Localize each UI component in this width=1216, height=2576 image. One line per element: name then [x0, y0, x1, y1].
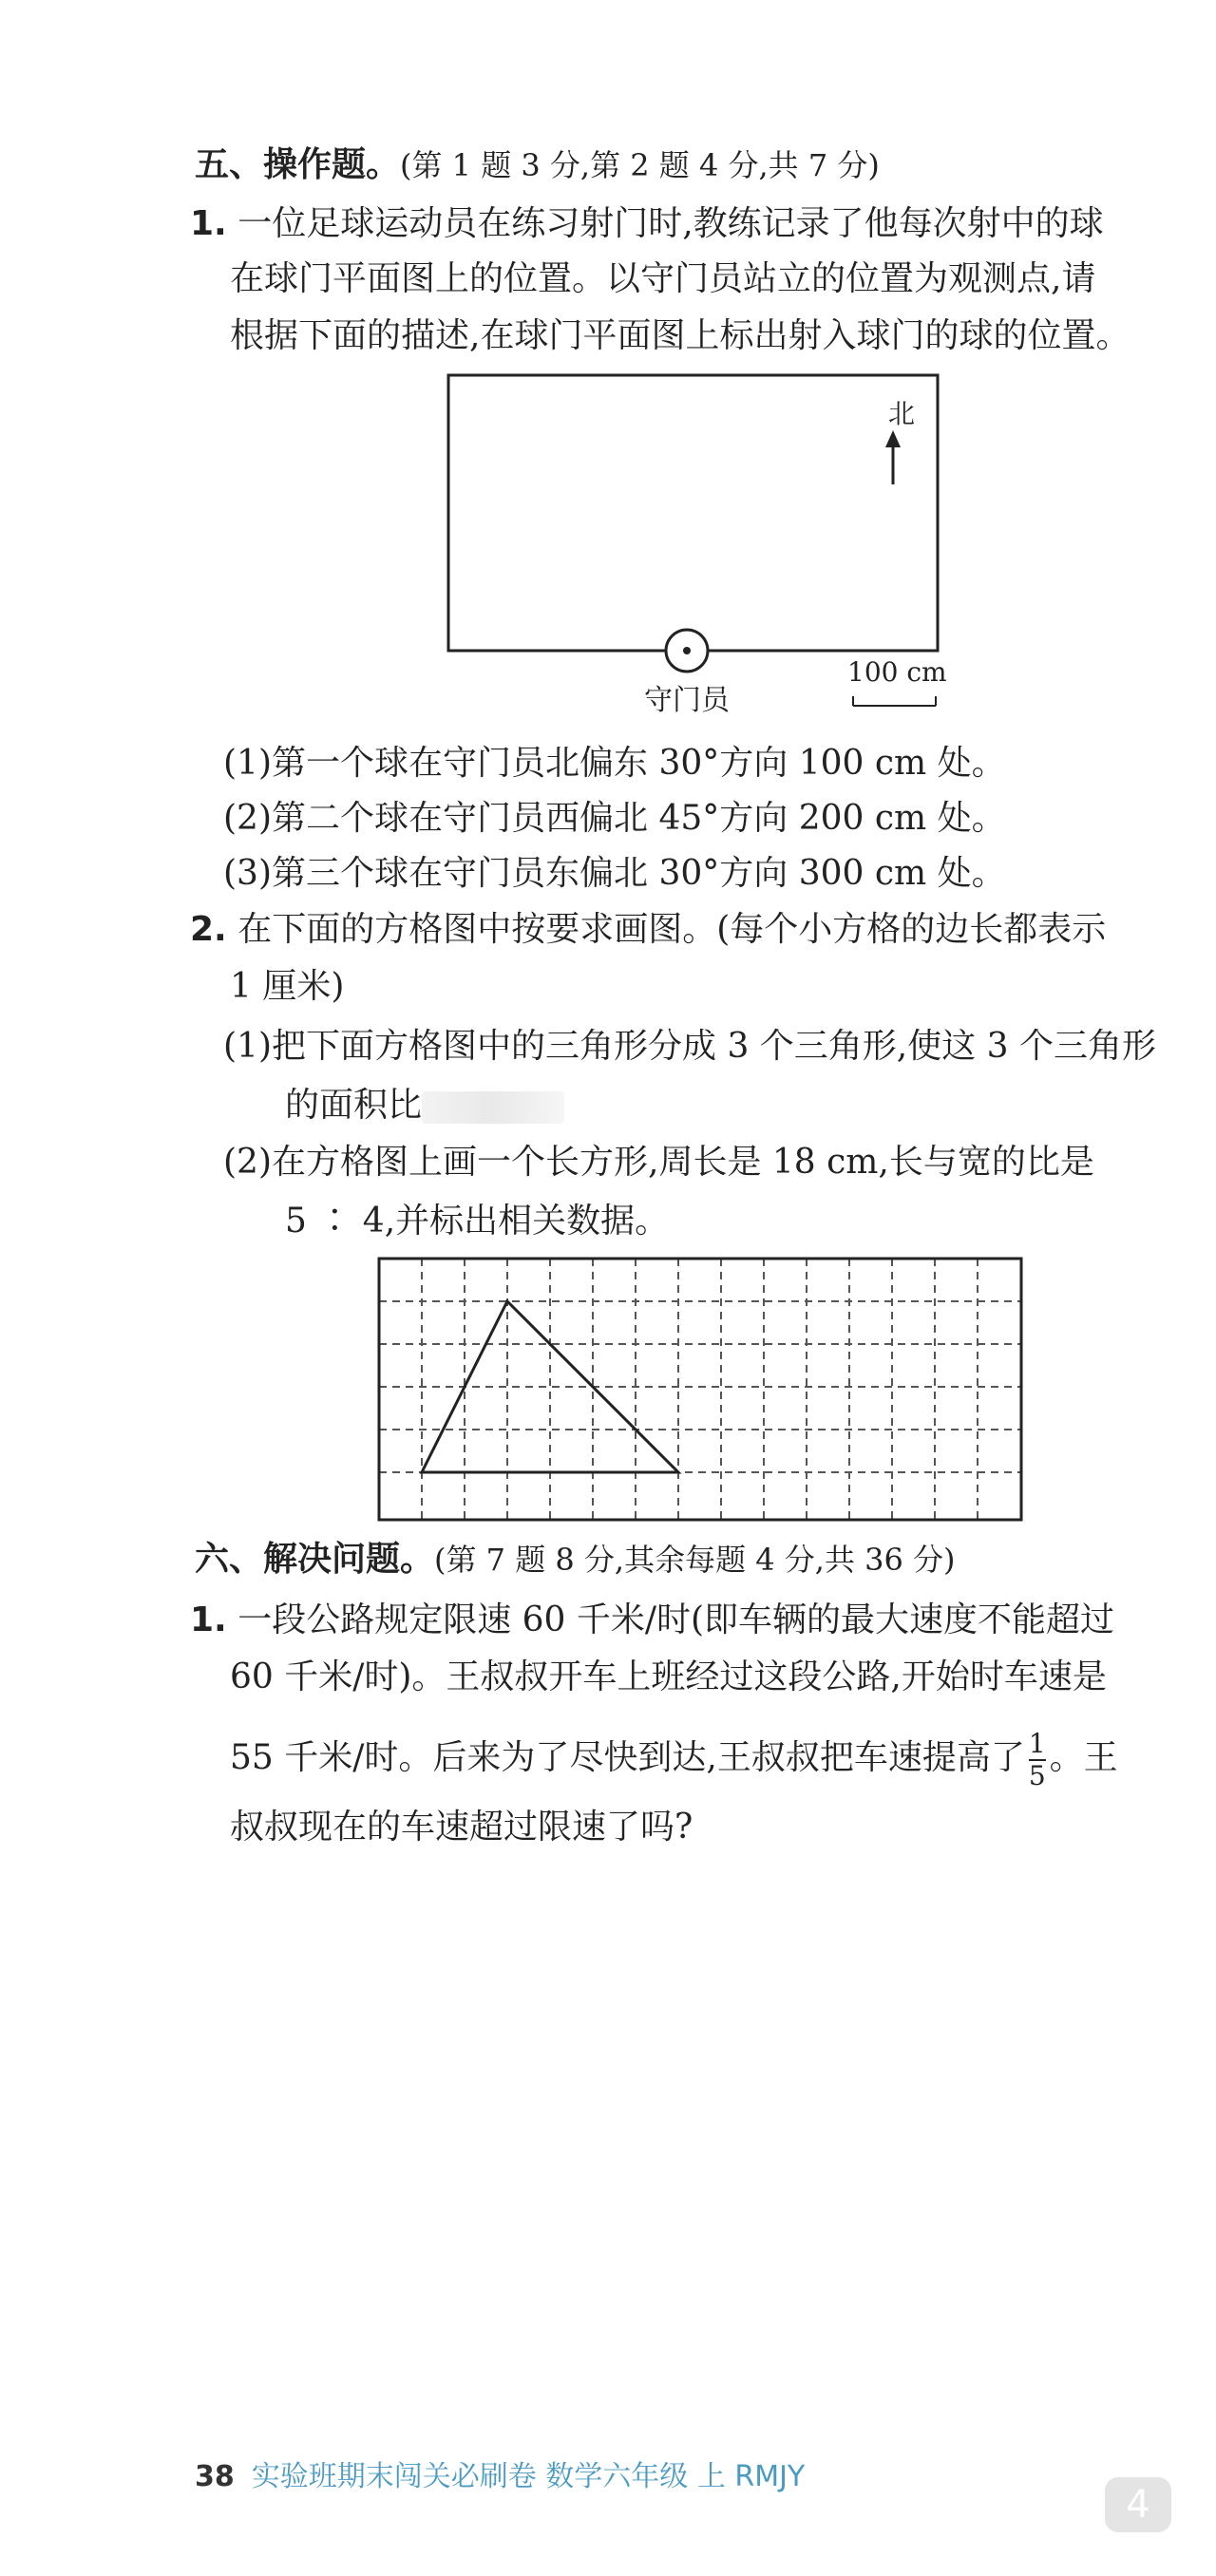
fraction-numerator: 1: [1028, 1728, 1046, 1759]
goal-frame: [448, 375, 938, 651]
page-footer: [195, 2453, 805, 2494]
section-5-heading: [195, 142, 880, 188]
q1-sub-3: (3)第三个球在守门员东偏北 30°方向 300 cm 处。: [223, 854, 1006, 893]
q1-number: 1.: [190, 204, 227, 243]
q1-sub-2: (2)第二个球在守门员西偏北 45°方向 200 cm 处。: [223, 799, 1006, 838]
scale-label: 100 cm: [847, 656, 947, 688]
page-number: 38: [195, 2460, 235, 2493]
goalkeeper-label: 守门员: [644, 684, 730, 717]
grid-border: [379, 1259, 1021, 1520]
q2-sub-2-line-1: (2)在方格图上画一个长方形,周长是 18 cm,长与宽的比是: [223, 1143, 1094, 1182]
q3-line-2: 60 千米/时)。王叔叔开车上班经过这段公路,开始时车速是: [230, 1657, 1107, 1696]
q3-number: 1.: [190, 1601, 227, 1639]
q1-sub-1: (1)第一个球在守门员北偏东 30°方向 100 cm 处。: [223, 744, 1006, 783]
grid-figure: [375, 1254, 1040, 1529]
north-arrow-icon: [885, 430, 901, 484]
q3-line-4: 叔叔现在的车速超过限速了吗?: [230, 1808, 694, 1847]
q2-line-1: [190, 907, 1106, 953]
section-5-note: (第 1 题 3 分,第 2 题 4 分,共 7 分): [400, 147, 880, 183]
q3-line-3: [230, 1729, 1118, 1791]
q3-text-1: 一段公路规定限速 60 千米/时(即车辆的最大速度不能超过: [238, 1601, 1115, 1639]
grid-lines: [379, 1259, 1021, 1520]
q3-text-3a: 55 千米/时。后来为了尽快到达,王叔叔把车速提高了: [230, 1738, 1025, 1777]
q2-sub-1-line-1: (1)把下面方格图中的三角形分成 3 个三角形,使这 3 个三角形: [223, 1027, 1157, 1066]
fraction-denominator: 5: [1028, 1760, 1046, 1791]
q2-sub-2-line-2: 5 ∶ 4,并标出相关数据。: [285, 1202, 670, 1241]
goal-plan-figure: [437, 366, 969, 731]
section-5-title: 五、操作题。: [195, 145, 401, 184]
q3-text-3b: 。王: [1049, 1738, 1118, 1777]
fraction-one-fifth: [1029, 1729, 1046, 1791]
book-title: 实验班期末闯关必刷卷 数学六年级 上 RMJY: [251, 2460, 806, 2493]
q2-line-2: 1 厘米): [230, 967, 345, 1006]
q2-text-1: 在下面的方格图中按要求画图。(每个小方格的边长都表示: [238, 910, 1107, 949]
q1-line-1: [190, 201, 1104, 247]
page-badge[interactable]: 4: [1105, 2477, 1171, 2532]
north-label: 北: [888, 398, 916, 429]
q2-sub-1-line-2: [285, 1083, 564, 1128]
section-6-note: (第 7 题 8 分,其余每题 4 分,共 36 分): [434, 1542, 956, 1578]
scale-bar: [853, 696, 936, 706]
q1-line-3: 根据下面的描述,在球门平面图上标出射入球门的球的位置。: [230, 316, 1130, 355]
q1-text-1: 一位足球运动员在练习射门时,教练记录了他每次射中的球: [238, 204, 1104, 243]
q2-number: 2.: [190, 910, 227, 949]
section-6-heading: [195, 1537, 956, 1582]
section-6-title: 六、解决问题。: [195, 1540, 435, 1579]
q2-sub-1-text: 的面积比: [285, 1086, 423, 1125]
q1-line-2: 在球门平面图上的位置。以守门员站立的位置为观测点,请: [230, 259, 1096, 298]
obscured-ratio: [422, 1091, 564, 1124]
q3-line-1: [190, 1598, 1114, 1643]
goalkeeper-icon: [666, 630, 708, 672]
